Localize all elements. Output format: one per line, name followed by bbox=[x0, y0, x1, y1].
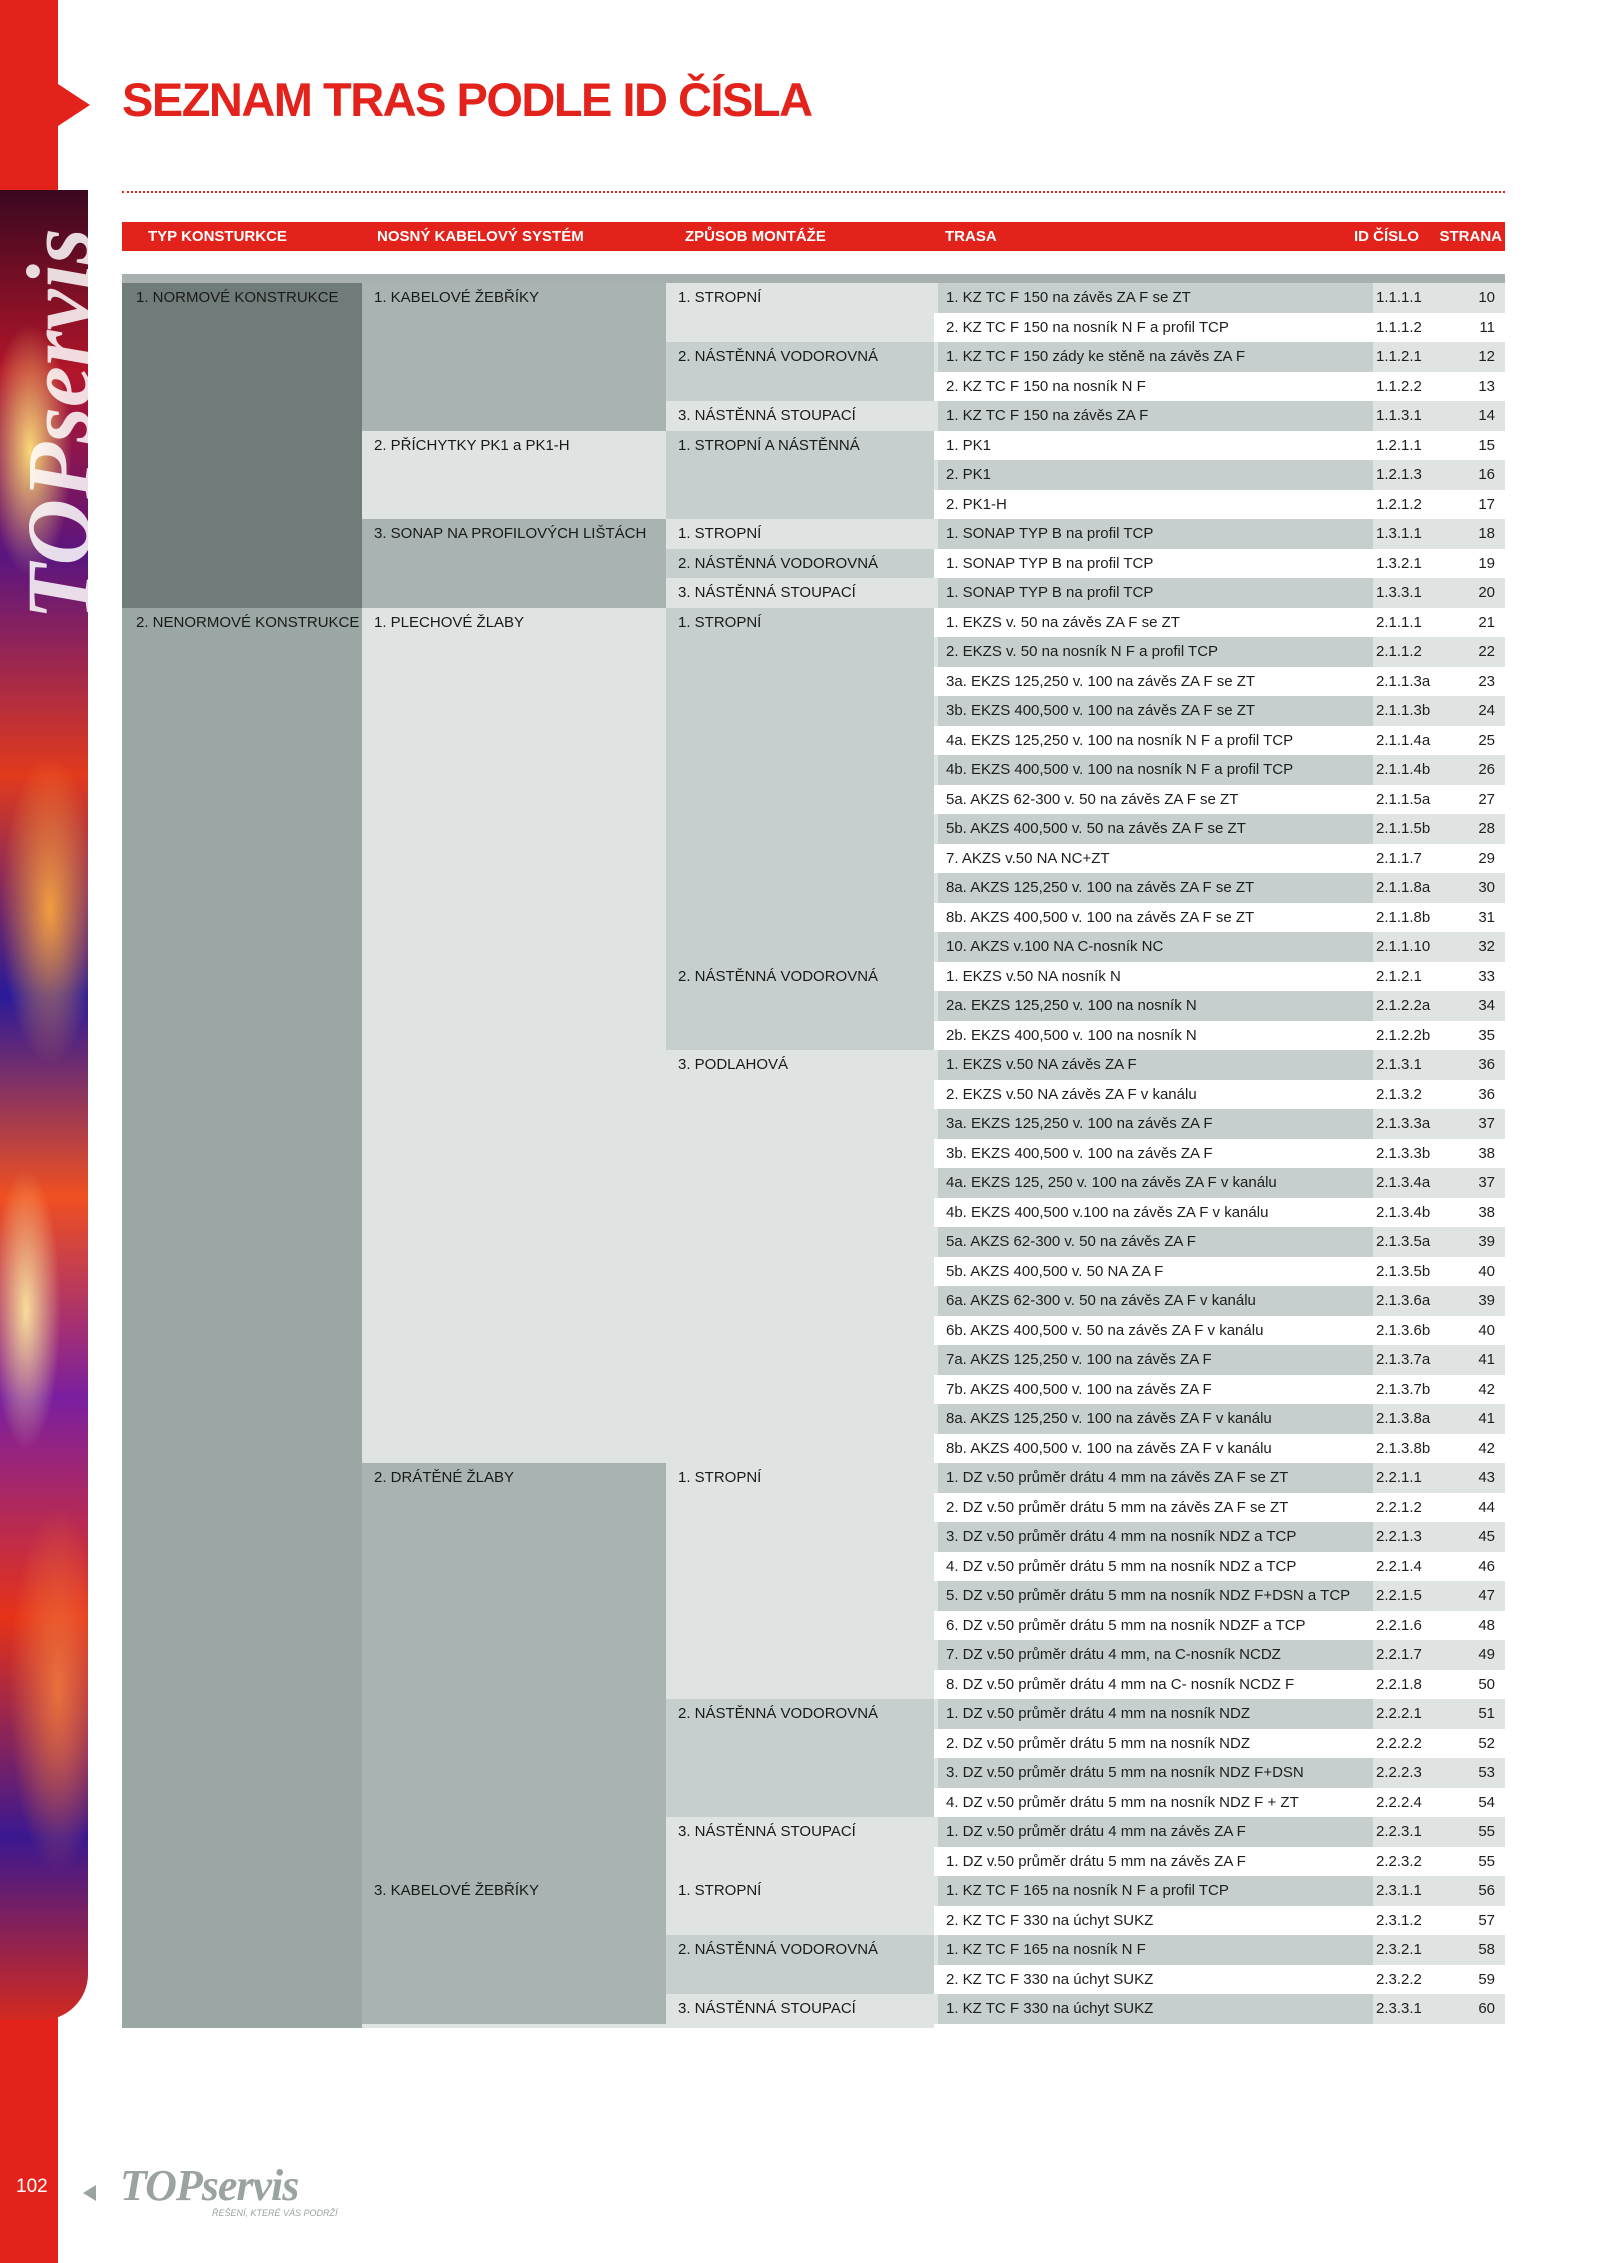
id-cell: 2.1.3.8a bbox=[1376, 1410, 1431, 1427]
group-nenormove-bg bbox=[122, 608, 362, 2028]
mount-label: 3. NÁSTĚNNÁ STOUPACÍ bbox=[678, 2000, 856, 2017]
mount-label: 1. STROPNÍ A NÁSTĚNNÁ bbox=[678, 436, 860, 454]
page-cell: 60 bbox=[1478, 2000, 1495, 2017]
route-cell: 5a. AKZS 62-300 v. 50 na závěs ZA F bbox=[938, 1227, 1373, 1257]
table-row bbox=[934, 1670, 1505, 1700]
page-cell: 53 bbox=[1478, 1764, 1495, 1781]
page-cell: 35 bbox=[1478, 1026, 1495, 1044]
table-row bbox=[934, 1109, 1505, 1139]
id-cell: 2.2.1.2 bbox=[1376, 1498, 1422, 1516]
footer-brand-logo: TOPservis bbox=[120, 2161, 299, 2210]
id-cell: 2.2.2.2 bbox=[1376, 1734, 1422, 1752]
id-cell: 1.2.1.1 bbox=[1376, 436, 1422, 454]
route-cell: 1. KZ TC F 150 zády ke stěně na závěs ZA F bbox=[938, 342, 1373, 372]
system-label: 3. KABELOVÉ ŽEBŘÍKY bbox=[374, 1882, 540, 1899]
route-cell: 3. DZ v.50 průměr drátu 5 mm na nosník NDZ F+DSN bbox=[938, 1758, 1373, 1788]
table-row bbox=[934, 1817, 1505, 1847]
table-row bbox=[934, 1758, 1505, 1788]
route-cell: 2a. EKZS 125,250 v. 100 na nosník N bbox=[938, 991, 1373, 1021]
table-row bbox=[934, 1434, 1505, 1464]
mount-label: 1. STROPNÍ bbox=[678, 1882, 762, 1899]
table-top-band bbox=[122, 274, 1505, 283]
page-cell: 26 bbox=[1478, 761, 1495, 778]
route-cell: 4. DZ v.50 průměr drátu 5 mm na nosník NDZ a TCP bbox=[938, 1552, 1373, 1582]
table-row bbox=[934, 1699, 1505, 1729]
route-cell: 3a. EKZS 125,250 v. 100 na závěs ZA F se ZT bbox=[938, 667, 1373, 697]
table-row bbox=[934, 667, 1505, 697]
table-row bbox=[934, 873, 1505, 903]
page-cell: 31 bbox=[1478, 908, 1495, 926]
page-cell: 18 bbox=[1478, 525, 1495, 542]
page-cell: 40 bbox=[1478, 1321, 1495, 1339]
page-cell: 52 bbox=[1478, 1734, 1495, 1752]
id-cell: 2.3.3.1 bbox=[1376, 2000, 1422, 2017]
route-cell: 1. SONAP TYP B na profil TCP bbox=[938, 578, 1373, 608]
id-cell: 2.2.1.8 bbox=[1376, 1675, 1422, 1693]
route-cell: 2. KZ TC F 330 na úchyt SUKZ bbox=[938, 1906, 1373, 1936]
route-cell: 4a. EKZS 125, 250 v. 100 na závěs ZA F v kanálu bbox=[938, 1168, 1373, 1198]
table-row bbox=[934, 1729, 1505, 1759]
page-cell: 59 bbox=[1478, 1970, 1495, 1988]
route-cell: 6. DZ v.50 průměr drátu 5 mm na nosník NDZF a TCP bbox=[938, 1611, 1373, 1641]
id-cell: 2.1.1.7 bbox=[1376, 849, 1422, 867]
page-cell: 40 bbox=[1478, 1262, 1495, 1280]
page-cell: 39 bbox=[1478, 1292, 1495, 1309]
page-cell: 36 bbox=[1478, 1085, 1495, 1103]
page-cell: 32 bbox=[1478, 938, 1495, 955]
id-cell: 2.2.1.1 bbox=[1376, 1469, 1422, 1486]
table-row bbox=[934, 578, 1505, 608]
mount-label: 2. NÁSTĚNNÁ VODOROVNÁ bbox=[678, 967, 879, 985]
id-cell: 2.1.2.2b bbox=[1376, 1026, 1431, 1044]
id-cell: 2.1.2.1 bbox=[1376, 967, 1422, 985]
table-row bbox=[934, 1935, 1505, 1965]
id-cell: 2.1.3.7a bbox=[1376, 1351, 1431, 1368]
page-cell: 37 bbox=[1478, 1115, 1495, 1132]
table-row bbox=[934, 1876, 1505, 1906]
system-label: 1. KABELOVÉ ŽEBŘÍKY bbox=[374, 289, 540, 306]
route-cell: 1. KZ TC F 165 na nosník N F a profil TCP bbox=[938, 1876, 1373, 1906]
id-cell: 2.3.1.2 bbox=[1376, 1911, 1422, 1929]
route-cell: 7. DZ v.50 průměr drátu 4 mm, na C-nosník NCDZ bbox=[938, 1640, 1373, 1670]
id-cell: 2.1.3.6a bbox=[1376, 1292, 1431, 1309]
id-cell: 2.2.2.4 bbox=[1376, 1793, 1422, 1811]
table-row bbox=[934, 1021, 1505, 1051]
page-cell: 54 bbox=[1478, 1793, 1495, 1811]
page-cell: 45 bbox=[1478, 1528, 1495, 1545]
page-cell: 36 bbox=[1478, 1056, 1495, 1073]
route-cell: 1. KZ TC F 330 na úchyt SUKZ bbox=[938, 1994, 1373, 2024]
table-row bbox=[934, 283, 1505, 313]
id-cell: 2.1.1.4b bbox=[1376, 761, 1431, 778]
mount-label: 2. NÁSTĚNNÁ VODOROVNÁ bbox=[678, 1705, 879, 1722]
route-cell: 4b. EKZS 400,500 v. 100 na nosník N F a profil TCP bbox=[938, 755, 1373, 785]
table-row bbox=[934, 1139, 1505, 1169]
route-cell: 2. DZ v.50 průměr drátu 5 mm na nosník NDZ bbox=[938, 1729, 1373, 1759]
id-cell: 2.3.1.1 bbox=[1376, 1882, 1422, 1899]
table-row bbox=[934, 401, 1505, 431]
table-row bbox=[934, 490, 1505, 520]
table-row bbox=[934, 1788, 1505, 1818]
id-cell: 2.1.1.10 bbox=[1376, 938, 1431, 955]
table-row bbox=[934, 1050, 1505, 1080]
route-cell: 4b. EKZS 400,500 v.100 na závěs ZA F v kanálu bbox=[938, 1198, 1373, 1228]
table-row bbox=[934, 1906, 1505, 1936]
route-cell: 7b. AKZS 400,500 v. 100 na závěs ZA F bbox=[938, 1375, 1373, 1405]
table-row bbox=[934, 991, 1505, 1021]
route-cell: 2. PK1-H bbox=[938, 490, 1373, 520]
route-cell: 8. DZ v.50 průměr drátu 4 mm na C- nosník NCDZ F bbox=[938, 1670, 1373, 1700]
header-trasa: TRASA bbox=[945, 228, 997, 245]
mount-label: 3. NÁSTĚNNÁ STOUPACÍ bbox=[678, 584, 856, 601]
page-cell: 42 bbox=[1478, 1439, 1495, 1457]
route-cell: 2. EKZS v.50 NA závěs ZA F v kanálu bbox=[938, 1080, 1373, 1110]
table-row bbox=[934, 903, 1505, 933]
table-row bbox=[934, 696, 1505, 726]
table-row bbox=[934, 372, 1505, 402]
page-cell: 43 bbox=[1478, 1469, 1495, 1486]
id-cell: 1.1.1.2 bbox=[1376, 318, 1422, 336]
id-cell: 2.1.1.8a bbox=[1376, 879, 1431, 896]
route-cell: 1. EKZS v.50 NA závěs ZA F bbox=[938, 1050, 1373, 1080]
page-cell: 25 bbox=[1478, 731, 1495, 749]
system-label: 3. SONAP NA PROFILOVÝCH LIŠTÁCH bbox=[374, 525, 647, 542]
page-cell: 12 bbox=[1478, 348, 1495, 365]
id-cell: 1.2.1.3 bbox=[1376, 466, 1422, 483]
route-cell: 2. KZ TC F 150 na nosník N F a profil TCP bbox=[938, 313, 1373, 343]
route-cell: 8b. AKZS 400,500 v. 100 na závěs ZA F se ZT bbox=[938, 903, 1373, 933]
id-cell: 2.1.3.7b bbox=[1376, 1380, 1431, 1398]
route-cell: 1. DZ v.50 průměr drátu 4 mm na závěs ZA F bbox=[938, 1817, 1373, 1847]
table-row bbox=[934, 460, 1505, 490]
table-row bbox=[934, 1168, 1505, 1198]
mount-label: 2. NÁSTĚNNÁ VODOROVNÁ bbox=[678, 1941, 879, 1958]
id-cell: 2.1.3.4b bbox=[1376, 1203, 1431, 1221]
id-cell: 1.1.1.1 bbox=[1376, 289, 1422, 306]
route-cell: 2b. EKZS 400,500 v. 100 na nosník N bbox=[938, 1021, 1373, 1051]
route-cell: 7a. AKZS 125,250 v. 100 na závěs ZA F bbox=[938, 1345, 1373, 1375]
page-cell: 10 bbox=[1478, 289, 1495, 306]
id-cell: 2.2.2.3 bbox=[1376, 1764, 1422, 1781]
page-cell: 29 bbox=[1478, 849, 1495, 867]
table-row bbox=[934, 844, 1505, 874]
id-cell: 2.2.1.5 bbox=[1376, 1587, 1422, 1604]
route-cell: 8a. AKZS 125,250 v. 100 na závěs ZA F v kanálu bbox=[938, 1404, 1373, 1434]
page-cell: 50 bbox=[1478, 1675, 1495, 1693]
table-row bbox=[934, 1257, 1505, 1287]
page-cell: 38 bbox=[1478, 1144, 1495, 1162]
table-row bbox=[934, 726, 1505, 756]
table-row bbox=[934, 519, 1505, 549]
table-row bbox=[934, 1404, 1505, 1434]
table-row bbox=[934, 313, 1505, 343]
page-cell: 19 bbox=[1478, 554, 1495, 572]
route-cell: 2. EKZS v. 50 na nosník N F a profil TCP bbox=[938, 637, 1373, 667]
table-row bbox=[934, 1994, 1505, 2024]
table-row bbox=[934, 1198, 1505, 1228]
header-strana: STRANA bbox=[1439, 228, 1502, 245]
id-cell: 2.1.3.5a bbox=[1376, 1233, 1431, 1250]
system-band bbox=[362, 1463, 666, 1876]
route-cell: 1. KZ TC F 165 na nosník N F bbox=[938, 1935, 1373, 1965]
page-cell: 22 bbox=[1478, 643, 1495, 660]
id-cell: 2.1.1.8b bbox=[1376, 908, 1431, 926]
mount-label: 1. STROPNÍ bbox=[678, 1469, 762, 1486]
table-row bbox=[934, 1463, 1505, 1493]
header-id-cislo: ID ČÍSLO bbox=[1354, 228, 1420, 245]
table-row bbox=[934, 1375, 1505, 1405]
route-cell: 5b. AKZS 400,500 v. 50 na závěs ZA F se ZT bbox=[938, 814, 1373, 844]
route-cell: 2. KZ TC F 330 na úchyt SUKZ bbox=[938, 1965, 1373, 1995]
id-cell: 2.1.1.5b bbox=[1376, 820, 1431, 837]
table-row bbox=[934, 1316, 1505, 1346]
table-row bbox=[934, 549, 1505, 579]
page-cell: 23 bbox=[1478, 672, 1495, 690]
route-cell: 3b. EKZS 400,500 v. 100 na závěs ZA F bbox=[938, 1139, 1373, 1169]
id-cell: 2.1.1.3b bbox=[1376, 702, 1431, 719]
mount-band bbox=[666, 608, 934, 962]
id-cell: 1.3.3.1 bbox=[1376, 584, 1422, 601]
group-normove-bg bbox=[122, 283, 362, 608]
header-nosny-system: NOSNÝ KABELOVÝ SYSTÉM bbox=[377, 228, 584, 245]
id-cell: 1.3.2.1 bbox=[1376, 554, 1422, 572]
table-row bbox=[934, 814, 1505, 844]
page-cell: 11 bbox=[1479, 318, 1495, 336]
route-cell: 4. DZ v.50 průměr drátu 5 mm na nosník NDZ F + ZT bbox=[938, 1788, 1373, 1818]
table-row bbox=[934, 1080, 1505, 1110]
table-row bbox=[934, 755, 1505, 785]
table-row bbox=[934, 1227, 1505, 1257]
mount-label: 1. STROPNÍ bbox=[678, 525, 762, 542]
page-cell: 34 bbox=[1478, 997, 1495, 1014]
route-cell: 5. DZ v.50 průměr drátu 5 mm na nosník NDZ F+DSN a TCP bbox=[938, 1581, 1373, 1611]
route-cell: 6b. AKZS 400,500 v. 50 na závěs ZA F v kanálu bbox=[938, 1316, 1373, 1346]
route-cell: 7. AKZS v.50 NA NC+ZT bbox=[938, 844, 1373, 874]
page-cell: 24 bbox=[1478, 702, 1495, 719]
id-cell: 2.1.3.2 bbox=[1376, 1085, 1422, 1103]
page-cell: 21 bbox=[1478, 613, 1495, 631]
id-cell: 2.2.1.7 bbox=[1376, 1646, 1422, 1663]
table-header bbox=[122, 222, 1505, 251]
page-cell: 44 bbox=[1478, 1498, 1495, 1516]
type-label: 2. NENORMOVÉ KONSTRUKCE bbox=[136, 613, 360, 631]
system-label: 2. PŘÍCHYTKY PK1 a PK1-H bbox=[374, 436, 570, 454]
route-cell: 4a. EKZS 125,250 v. 100 na nosník N F a profil TCP bbox=[938, 726, 1373, 756]
page-cell: 39 bbox=[1478, 1233, 1495, 1250]
page-cell: 42 bbox=[1478, 1380, 1495, 1398]
dotted-divider bbox=[122, 191, 1505, 193]
page-cell: 55 bbox=[1478, 1852, 1495, 1870]
table-row bbox=[934, 1286, 1505, 1316]
page-cell: 17 bbox=[1478, 495, 1495, 513]
page-cell: 20 bbox=[1478, 584, 1495, 601]
id-cell: 2.3.2.2 bbox=[1376, 1970, 1422, 1988]
id-cell: 2.3.2.1 bbox=[1376, 1941, 1422, 1958]
type-label: 1. NORMOVÉ KONSTRUKCE bbox=[136, 289, 339, 306]
route-cell: 1. DZ v.50 průměr drátu 4 mm na závěs ZA F se ZT bbox=[938, 1463, 1373, 1493]
route-cell: 1. SONAP TYP B na profil TCP bbox=[938, 519, 1373, 549]
mount-label: 3. NÁSTĚNNÁ STOUPACÍ bbox=[678, 407, 856, 424]
id-cell: 2.2.1.3 bbox=[1376, 1528, 1422, 1545]
page-cell: 33 bbox=[1478, 967, 1495, 985]
id-cell: 2.1.1.1 bbox=[1376, 613, 1422, 631]
route-cell: 3. DZ v.50 průměr drátu 4 mm na nosník NDZ a TCP bbox=[938, 1522, 1373, 1552]
route-cell: 1. KZ TC F 150 na závěs ZA F bbox=[938, 401, 1373, 431]
table-row bbox=[934, 1493, 1505, 1523]
id-cell: 2.1.1.3a bbox=[1376, 672, 1431, 690]
route-cell: 2. PK1 bbox=[938, 460, 1373, 490]
id-cell: 2.2.1.6 bbox=[1376, 1616, 1422, 1634]
mount-label: 1. STROPNÍ bbox=[678, 613, 762, 631]
header-typ-konstrukce: TYP KONSTURKCE bbox=[148, 228, 287, 245]
id-cell: 2.2.3.1 bbox=[1376, 1823, 1422, 1840]
id-cell: 1.1.3.1 bbox=[1376, 407, 1422, 424]
route-table bbox=[122, 283, 1505, 2028]
id-cell: 2.1.3.3a bbox=[1376, 1115, 1431, 1132]
page-cell: 28 bbox=[1478, 820, 1495, 837]
id-cell: 1.1.2.1 bbox=[1376, 348, 1422, 365]
header-zpusob-montaze: ZPŮSOB MONTÁŽE bbox=[685, 228, 826, 245]
page-cell: 41 bbox=[1478, 1410, 1495, 1427]
id-cell: 1.1.2.2 bbox=[1376, 377, 1422, 395]
table-row bbox=[934, 1345, 1505, 1375]
system-label: 2. DRÁTĚNÉ ŽLABY bbox=[374, 1469, 515, 1486]
page-number: 102 bbox=[16, 2176, 48, 2197]
id-cell: 2.1.3.5b bbox=[1376, 1262, 1431, 1280]
route-cell: 2. DZ v.50 průměr drátu 5 mm na závěs ZA F se ZT bbox=[938, 1493, 1373, 1523]
id-cell: 2.1.3.3b bbox=[1376, 1144, 1431, 1162]
mount-label: 3. PODLAHOVÁ bbox=[678, 1056, 789, 1073]
route-cell: 1. KZ TC F 150 na závěs ZA F se ZT bbox=[938, 283, 1373, 313]
route-cell: 1. EKZS v. 50 na závěs ZA F se ZT bbox=[938, 608, 1373, 638]
table-row bbox=[934, 932, 1505, 962]
route-cell: 8b. AKZS 400,500 v. 100 na závěs ZA F v kanálu bbox=[938, 1434, 1373, 1464]
page-cell: 38 bbox=[1478, 1203, 1495, 1221]
id-cell: 2.2.3.2 bbox=[1376, 1852, 1422, 1870]
table-row bbox=[934, 1965, 1505, 1995]
id-cell: 2.1.3.8b bbox=[1376, 1439, 1431, 1457]
id-cell: 2.1.2.2a bbox=[1376, 997, 1431, 1014]
id-cell: 2.1.3.6b bbox=[1376, 1321, 1431, 1339]
route-cell: 1. DZ v.50 průměr drátu 4 mm na nosník NDZ bbox=[938, 1699, 1373, 1729]
route-cell: 2. KZ TC F 150 na nosník N F bbox=[938, 372, 1373, 402]
page-cell: 58 bbox=[1478, 1941, 1495, 1958]
table-row bbox=[934, 431, 1505, 461]
page-cell: 30 bbox=[1478, 879, 1495, 896]
route-cell: 8a. AKZS 125,250 v. 100 na závěs ZA F se ZT bbox=[938, 873, 1373, 903]
mount-label: 2. NÁSTĚNNÁ VODOROVNÁ bbox=[678, 554, 879, 572]
route-cell: 1. EKZS v.50 NA nosník N bbox=[938, 962, 1373, 992]
table-row bbox=[934, 637, 1505, 667]
page-cell: 57 bbox=[1478, 1911, 1495, 1929]
id-cell: 2.1.1.2 bbox=[1376, 643, 1422, 660]
mount-label: 2. NÁSTĚNNÁ VODOROVNÁ bbox=[678, 348, 879, 365]
mount-label: 1. STROPNÍ bbox=[678, 289, 762, 306]
route-cell: 1. SONAP TYP B na profil TCP bbox=[938, 549, 1373, 579]
system-label: 1. PLECHOVÉ ŽLABY bbox=[374, 613, 525, 631]
route-cell: 3b. EKZS 400,500 v. 100 na závěs ZA F se ZT bbox=[938, 696, 1373, 726]
route-cell: 3a. EKZS 125,250 v. 100 na závěs ZA F bbox=[938, 1109, 1373, 1139]
id-cell: 2.1.1.5a bbox=[1376, 790, 1431, 808]
id-cell: 2.2.1.4 bbox=[1376, 1557, 1422, 1575]
page-cell: 15 bbox=[1478, 436, 1495, 454]
table-row bbox=[934, 608, 1505, 638]
id-cell: 2.2.2.1 bbox=[1376, 1705, 1422, 1722]
table-row bbox=[934, 1552, 1505, 1582]
table-row bbox=[934, 1611, 1505, 1641]
id-cell: 2.1.3.4a bbox=[1376, 1174, 1431, 1191]
page-cell: 41 bbox=[1478, 1351, 1495, 1368]
route-cell: 1. DZ v.50 průměr drátu 5 mm na závěs ZA F bbox=[938, 1847, 1373, 1877]
title-arrow-icon bbox=[58, 84, 90, 126]
table-row bbox=[934, 1581, 1505, 1611]
table-row bbox=[934, 785, 1505, 815]
back-arrow-icon bbox=[83, 2185, 96, 2201]
page-cell: 48 bbox=[1478, 1616, 1495, 1634]
route-cell: 10. AKZS v.100 NA C-nosník NC bbox=[938, 932, 1373, 962]
table-row bbox=[934, 1847, 1505, 1877]
page-cell: 16 bbox=[1478, 466, 1495, 483]
table-row bbox=[934, 342, 1505, 372]
route-cell: 5b. AKZS 400,500 v. 50 NA ZA F bbox=[938, 1257, 1373, 1287]
table-row bbox=[934, 962, 1505, 992]
route-cell: 5a. AKZS 62-300 v. 50 na závěs ZA F se ZT bbox=[938, 785, 1373, 815]
page-cell: 47 bbox=[1478, 1587, 1495, 1604]
id-cell: 1.3.1.1 bbox=[1376, 525, 1422, 542]
route-cell: 6a. AKZS 62-300 v. 50 na závěs ZA F v kanálu bbox=[938, 1286, 1373, 1316]
page-title: SEZNAM TRAS PODLE ID ČÍSLA bbox=[122, 73, 812, 126]
id-cell: 2.1.1.4a bbox=[1376, 731, 1431, 749]
vertical-brand-logo: TOPservis bbox=[8, 228, 110, 620]
page-cell: 13 bbox=[1478, 377, 1495, 395]
table-row bbox=[934, 1640, 1505, 1670]
page-cell: 49 bbox=[1478, 1646, 1495, 1663]
page-cell: 46 bbox=[1478, 1557, 1495, 1575]
table-row bbox=[934, 1522, 1505, 1552]
page-cell: 51 bbox=[1478, 1705, 1495, 1722]
footer-tagline: ŘEŠENÍ, KTERÉ VÁS PODRŽÍ bbox=[212, 2208, 338, 2218]
id-cell: 1.2.1.2 bbox=[1376, 495, 1422, 513]
page-cell: 55 bbox=[1478, 1823, 1495, 1840]
page-cell: 27 bbox=[1478, 790, 1495, 808]
mount-label: 3. NÁSTĚNNÁ STOUPACÍ bbox=[678, 1823, 856, 1840]
page-cell: 14 bbox=[1478, 407, 1495, 424]
id-cell: 2.1.3.1 bbox=[1376, 1056, 1422, 1073]
page-cell: 56 bbox=[1478, 1882, 1495, 1899]
fire-decoration-image bbox=[0, 190, 110, 2020]
page-cell: 37 bbox=[1478, 1174, 1495, 1191]
route-cell: 1. PK1 bbox=[938, 431, 1373, 461]
